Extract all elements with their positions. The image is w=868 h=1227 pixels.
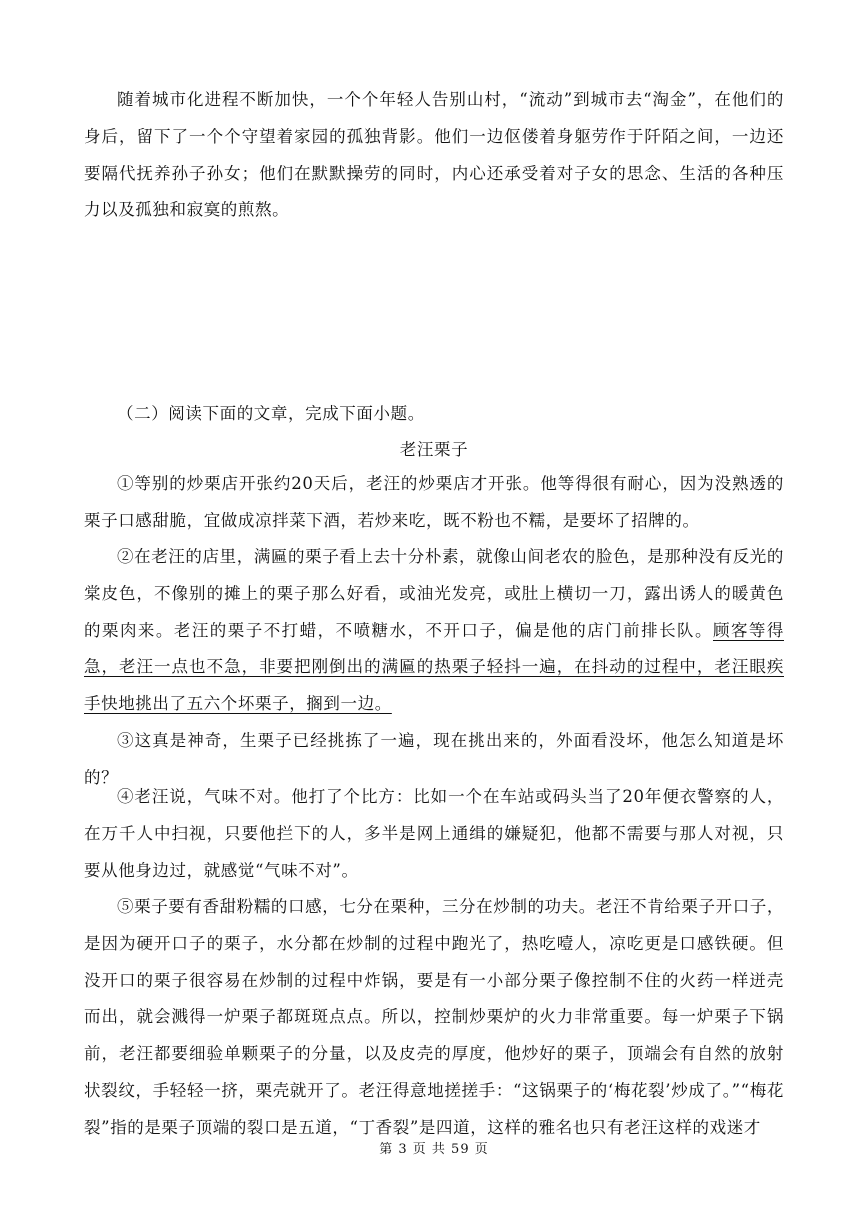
section-header: （二）阅读下面的文章，完成下面小题。 [117, 404, 425, 423]
article-paragraph-2 [84, 539, 784, 723]
article-title: 老汪栗子 [399, 440, 469, 459]
article-paragraph-5: ⑤栗子要有香甜粉糯的口感，七分在栗种，三分在炒制的功夫。老汪不肯给栗子开口子，是因为硬开口子的栗子，水分都在炒制的过程中跑光了，热吃噎人，凉吃更是口感铁硬。但没开口的栗子很容易在炒制的过程中炸锅，要是有一小部分栗子像控制不住的火药一样迸壳而出，就会溅得一炉栗子都斑斑点点。所以，控制炒栗炉的火力非常重要。每一炉栗子下锅前，老汪都要细验单颗栗子的分量，以及皮壳的厚度，他炒好的栗子，顶端会有自然的放射状裂纹，手轻轻一挤，栗壳就开了。老汪得意地搓搓手：“这锅栗子的‘梅花裂’炒成了。”“梅花裂”指的是栗子顶端的裂口是五道，“丁香裂”是四道，这样的雅名也只有老汪这样的戏迷才 [84, 897, 784, 1137]
intro-paragraph: 随着城市化进程不断加快，一个个年轻人告别山村，“流动”到城市去“淘金”，在他们的身后，留下了一个个守望着家园的孤独背影。他们一边伛偻着身躯劳作于阡陌之间，一边还要隔代抚养孙子孙女；他们在默默操劳的同时，内心还承受着对子女的思念、生活的各种压力以及孤独和寂寞的煎熬。 [84, 90, 784, 220]
paragraph-2-text: ②在老汪的店里，满匾的栗子看上去十分朴素，就像山间老农的脸色，是那种没有反光的棠皮色，不像别的摊上的栗子那么好看，或油光发亮，或肚上横切一刀，露出诱人的暖黄色的栗肉来。老汪的栗子不打蜡，不喷糖水，不开口子，偏是他的店门前排长队。 [84, 547, 784, 640]
article-paragraph-4: ④老汪说，气味不对。他打了个比方：比如一个在车站或码头当了20年便衣警察的人，在万千人中扫视，只要他拦下的人，多半是网上通缉的嫌疑犯，他都不需要与那人对视，只要从他身边过，就感觉“气味不对”。 [84, 787, 784, 880]
article-paragraph-1: ①等别的炒栗店开张约20天后，老汪的炒栗店才开张。他等得很有耐心，因为没熟透的栗子口感甜脆，宜做成凉拌菜下酒，若炒来吃，既不粉也不糯，是要坏了招牌的。 [84, 474, 784, 530]
article-paragraph-3: ③这真是神奇，生栗子已经挑拣了一遍，现在挑出来的，外面看没坏，他怎么知道是坏的？ [84, 731, 784, 787]
page-footer: 第 3 页 共 59 页 [379, 1142, 489, 1157]
underlined-sentence: 顾客等得急，老汪一点也不急，非要把刚倒出的满匾的热栗子轻抖一遍，在抖动的过程中，老汪眼疾手快地挑出了五六个坏栗子，搁到一边。 [84, 620, 784, 714]
